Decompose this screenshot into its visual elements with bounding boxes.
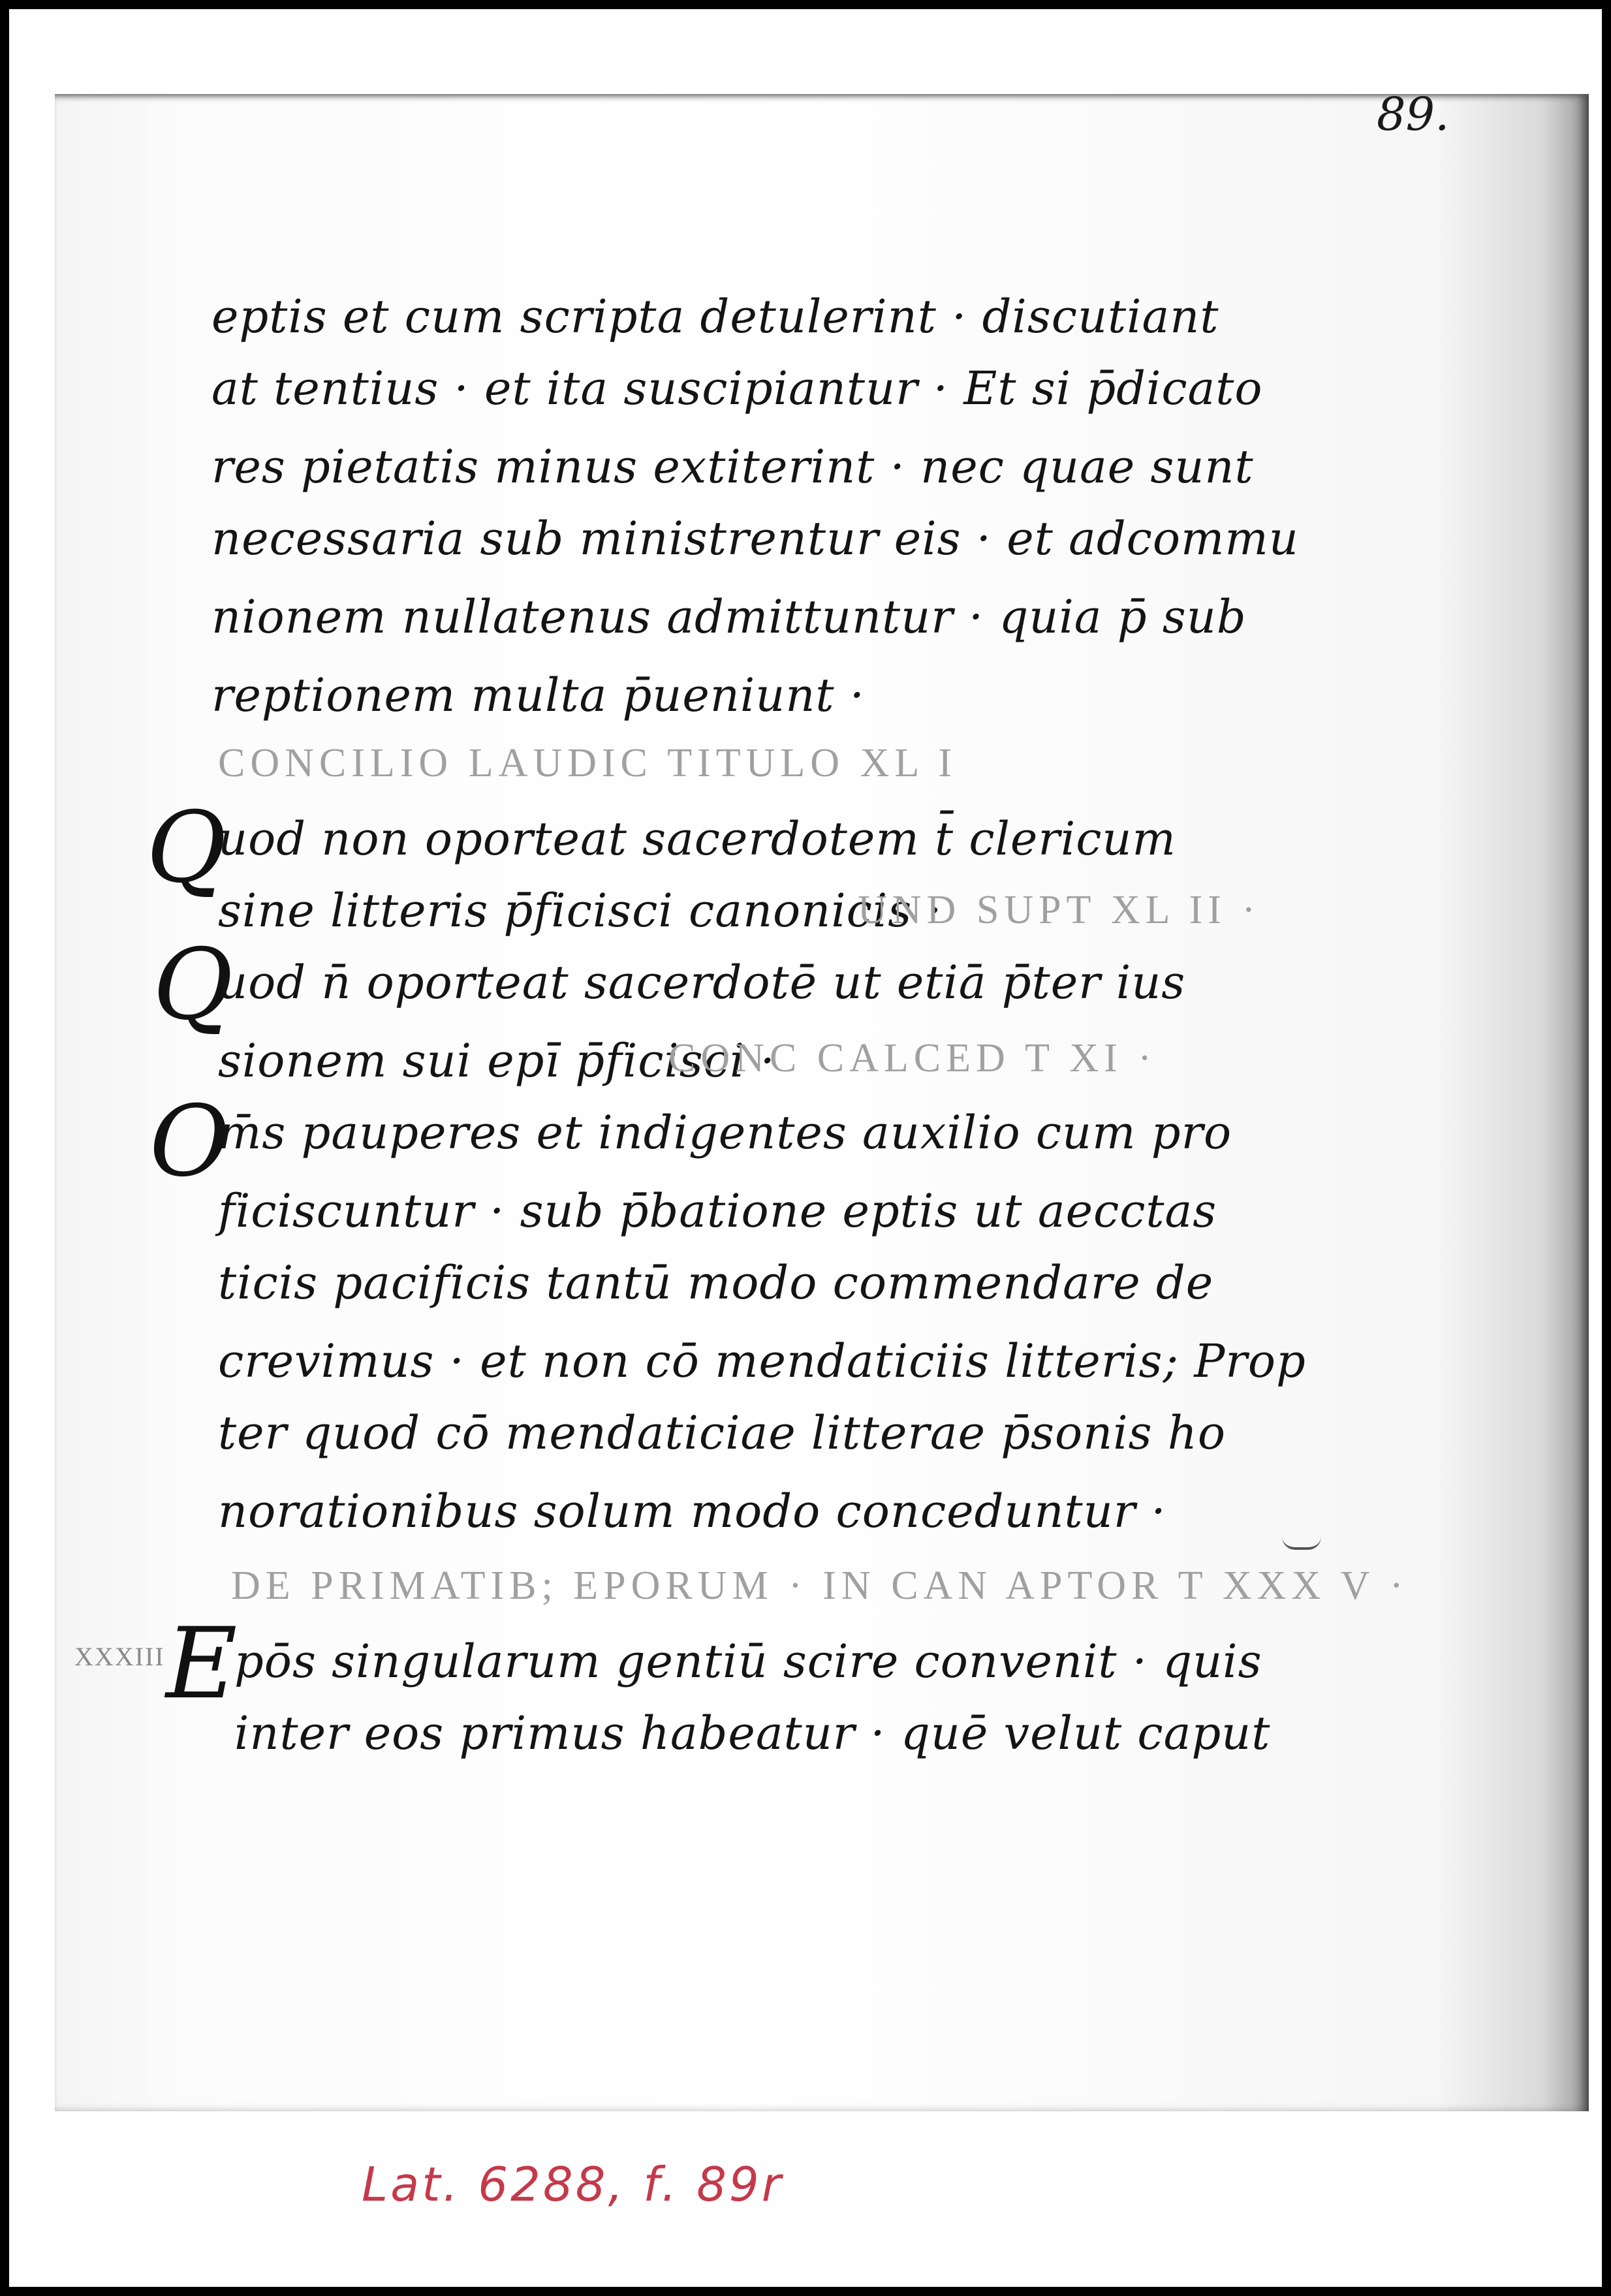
text-line: ter quod cō mendaticiae litterae p̄sonis ho xyxy=(218,1406,1226,1460)
text-line: crevimus · et non cō mendaticiis litteris; Prop xyxy=(218,1334,1306,1388)
initial-letter: Q xyxy=(153,928,233,1042)
text-line: sionem sui epī p̄ficisci · xyxy=(218,1034,775,1088)
text-line: res pietatis minus extiterint · nec quae sunt xyxy=(211,440,1254,494)
photo-frame xyxy=(9,9,1602,2287)
text-line: uod n̄ oporteat sacerdotē ut etiā p̄ter ius xyxy=(218,956,1186,1009)
text-line: eptis et cum scripta detulerint · discutiant xyxy=(211,290,1219,343)
rubric: DE PRIMATIB; EPORUM · IN CAN APTOR T XXX V · xyxy=(231,1564,1409,1608)
shelfmark-annotation: Lat. 6288, f. 89r xyxy=(362,2157,784,2212)
initial-letter: Q xyxy=(146,791,227,905)
text-line: reptionem multa p̄ueniunt · xyxy=(211,668,866,722)
rubric: CONCILIO LAUDIC TITULO XL I xyxy=(218,741,958,785)
text-line: ticis pacificis tantū modo commendare de xyxy=(218,1256,1214,1310)
margin-note: XXXIII xyxy=(74,1642,165,1671)
initial-letter: E xyxy=(166,1607,238,1721)
rubric: CONC CALCED T XI · xyxy=(668,1036,1157,1080)
text-line: nionem nullatenus admittuntur · quia p̄ sub xyxy=(211,590,1247,644)
text-line: sine litteris p̄ficisci canonicis · xyxy=(218,884,943,937)
text-line: uod non oporteat sacerdotem t̄ clericum xyxy=(218,812,1176,866)
initial-letter: O xyxy=(149,1085,230,1199)
rubric: UND SUPT XL II · xyxy=(858,888,1261,932)
text-line: inter eos primus habeatur · quē velut caput xyxy=(234,1706,1271,1760)
text-line: at tentius · et ita suscipiantur · Et si p̄dicato xyxy=(211,362,1263,415)
text-line: necessaria sub ministrentur eis · et adcommu xyxy=(211,512,1299,565)
text-line: norationibus solum modo conceduntur · xyxy=(218,1485,1166,1538)
text-line: m̄s pauperes et indigentes auxilio cum pro xyxy=(218,1106,1232,1159)
text-line: ficiscuntur · sub p̄batione eptis ut aecctas xyxy=(218,1184,1217,1238)
text-line: pōs singularum gentiū scire convenit · quis xyxy=(234,1635,1262,1688)
folio-number: 89. xyxy=(1377,87,1450,141)
